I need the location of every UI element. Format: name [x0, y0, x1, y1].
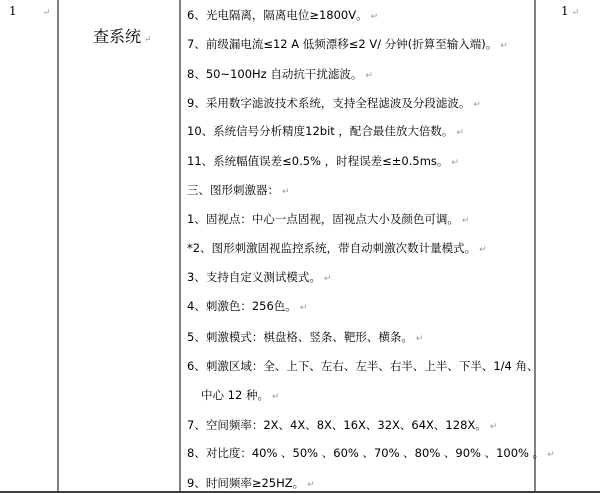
spec-line [187, 270, 331, 286]
spec-line-text: 5、刺激模式：棋盘格、竖条、靶形、横条。 [187, 330, 413, 344]
paragraph-mark-icon: ↵ [42, 8, 51, 18]
paragraph-mark-icon: ↵ [489, 422, 498, 432]
spec-line [187, 183, 290, 199]
paragraph-mark-icon: ↵ [144, 35, 152, 45]
spec-line-text: 三、图形刺激器： [187, 183, 279, 197]
spec-line-text: 9、时间频率≥25HZ。 [187, 476, 305, 490]
paragraph-mark-icon: ↵ [451, 158, 459, 168]
row-index [9, 4, 50, 20]
quantity-text: 1 [561, 4, 569, 18]
spec-line-text: 6、刺激区域：全、上下、左右、左半、右半、上半、下半、1/4 角、 [187, 359, 539, 373]
spec-line-text: 6、光电隔离，隔离电位≥1800V。 [187, 8, 368, 22]
spec-line [187, 359, 538, 373]
spec-line [187, 154, 459, 170]
table-border-3 [534, 0, 536, 492]
system-name [93, 24, 152, 47]
spec-line [187, 37, 508, 53]
spec-line-text: 10、系统信号分析精度12bit ，配合最佳放大倍数。 [187, 124, 454, 138]
paragraph-mark-icon: ↵ [271, 392, 280, 402]
quantity [561, 4, 579, 20]
table-border-2 [179, 0, 181, 492]
spec-line-text: 中心 12 种。 [201, 388, 269, 402]
paragraph-mark-icon: ↵ [323, 274, 332, 284]
spec-line [187, 241, 487, 257]
row-index-text: 1 [9, 4, 17, 18]
spec-line [187, 67, 373, 83]
spec-line-text: 3、支持自定义测试模式。 [187, 270, 321, 284]
paragraph-mark-icon: ↵ [456, 128, 464, 138]
spec-line [187, 8, 378, 24]
paragraph-mark-icon: ↵ [307, 480, 315, 490]
spec-line-text: 7、前级漏电流≤12 A 低频漂移≤2 V/ 分钟(折算至输入端)。 [187, 37, 498, 51]
spec-line [201, 388, 280, 404]
spec-line [187, 96, 481, 112]
spec-line-text: 1、固视点：中心一点固视，固视点大小及颜色可调。 [187, 212, 459, 226]
paragraph-mark-icon: ↵ [415, 334, 424, 344]
spec-line-text: 8、对比度：40% 、50% 、60% 、70% 、80% 、90% 、100% 。 [187, 446, 545, 460]
paragraph-mark-icon: ↵ [461, 216, 470, 226]
paragraph-mark-icon: ↵ [571, 8, 580, 18]
spec-line-text: *2、图形刺激固视监控系统，带自动刺激次数计量模式。 [187, 241, 477, 255]
spec-line-text: 11、系统幅值误差≤0.5% ，时程误差≤±0.5ms。 [187, 154, 449, 168]
system-name-text: 查系统 [93, 27, 142, 46]
paragraph-mark-icon: ↵ [547, 450, 555, 460]
spec-line-text: 8、50~100Hz 自动抗干扰滤波。 [187, 67, 363, 81]
spec-line-text: 7、空间频率：2X、4X、8X、16X、32X、64X、128X。 [187, 418, 487, 432]
spec-line [187, 212, 469, 228]
paragraph-mark-icon: ↵ [473, 100, 481, 110]
spec-line [187, 124, 464, 140]
paragraph-mark-icon: ↵ [282, 187, 290, 197]
table-border-1 [57, 0, 59, 492]
spec-line-text: 9、采用数字滤波技术系统，支持全程滤波及分段滤波。 [187, 96, 471, 110]
paragraph-mark-icon: ↵ [500, 41, 508, 51]
spec-line [187, 330, 423, 346]
spec-line [187, 418, 497, 434]
spec-line [187, 446, 555, 462]
paragraph-mark-icon: ↵ [479, 245, 487, 255]
spec-line [187, 476, 315, 492]
spec-line-text: 4、刺激色：256色。 [187, 299, 297, 313]
paragraph-mark-icon: ↵ [299, 303, 308, 313]
paragraph-mark-icon: ↵ [370, 12, 379, 22]
paragraph-mark-icon: ↵ [365, 71, 373, 81]
spec-line [187, 299, 307, 315]
